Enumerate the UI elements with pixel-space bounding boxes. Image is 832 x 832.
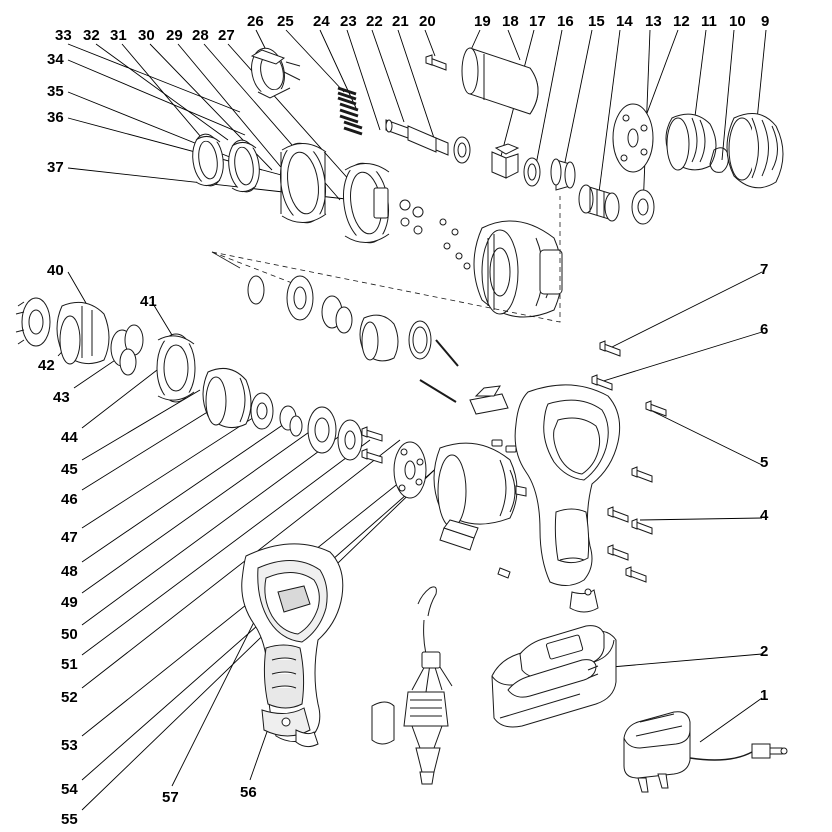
leader-line-34 bbox=[68, 60, 245, 135]
part-45-cylinder bbox=[203, 368, 251, 427]
callout-52: 52 bbox=[61, 689, 78, 706]
housing-left-shell bbox=[242, 544, 343, 747]
leader-line-7 bbox=[610, 272, 762, 348]
callout-25: 25 bbox=[277, 13, 294, 30]
leader-line-47 bbox=[82, 412, 262, 528]
leader-line-25 bbox=[286, 30, 344, 92]
callout-22: 22 bbox=[366, 13, 383, 30]
callout-54: 54 bbox=[61, 781, 78, 798]
leader-line-1 bbox=[700, 698, 762, 742]
leader-line-31 bbox=[122, 44, 212, 150]
top-row-parts bbox=[190, 45, 783, 322]
callout-33: 33 bbox=[55, 27, 72, 44]
callout-44: 44 bbox=[61, 429, 78, 446]
part-2-battery-pack bbox=[492, 626, 616, 727]
part-12-plate bbox=[613, 104, 653, 172]
callout-12: 12 bbox=[673, 13, 690, 30]
part-20-screw bbox=[426, 55, 446, 70]
leader-line-18 bbox=[508, 30, 520, 60]
part-40-gear bbox=[16, 298, 50, 346]
callout-6: 6 bbox=[760, 321, 769, 338]
callout-28: 28 bbox=[192, 27, 209, 44]
leader-line-22 bbox=[372, 30, 404, 122]
callout-41: 41 bbox=[140, 293, 157, 310]
part-21-washer bbox=[454, 137, 470, 163]
callout-43: 43 bbox=[53, 389, 70, 406]
callout-51: 51 bbox=[61, 656, 78, 673]
callout-50: 50 bbox=[61, 626, 78, 643]
callout-2: 2 bbox=[760, 643, 769, 660]
callout-18: 18 bbox=[502, 13, 519, 30]
leader-line-15 bbox=[563, 30, 592, 172]
screw-7 bbox=[600, 341, 620, 356]
small-fasteners-mid bbox=[400, 200, 470, 269]
callout-46: 46 bbox=[61, 491, 78, 508]
screw-4a bbox=[632, 519, 652, 534]
part-49-screws bbox=[362, 427, 382, 463]
callout-26: 26 bbox=[247, 13, 264, 30]
part-56-switch-assembly bbox=[372, 587, 452, 784]
leader-line-6 bbox=[600, 332, 762, 382]
callout-27: 27 bbox=[218, 27, 235, 44]
callout-29: 29 bbox=[166, 27, 183, 44]
callout-11: 11 bbox=[701, 13, 717, 30]
part-44-ring-gear bbox=[157, 334, 195, 402]
callout-55: 55 bbox=[61, 811, 78, 828]
part-17-bracket bbox=[492, 144, 518, 178]
leader-line-33 bbox=[68, 44, 240, 112]
callout-53: 53 bbox=[61, 737, 78, 754]
leader-line-16 bbox=[535, 30, 562, 170]
callout-47: 47 bbox=[61, 529, 78, 546]
callout-49: 49 bbox=[61, 594, 78, 611]
part-13-washer bbox=[632, 190, 654, 224]
part-9-front-ring bbox=[727, 114, 783, 188]
callout-9: 9 bbox=[761, 13, 770, 30]
callout-5: 5 bbox=[760, 454, 769, 471]
callout-30: 30 bbox=[138, 27, 155, 44]
leader-line-52 bbox=[82, 440, 400, 688]
part-15-sleeve bbox=[551, 159, 575, 190]
part-43-gears bbox=[111, 325, 143, 375]
callout-37: 37 bbox=[47, 159, 64, 176]
callout-23: 23 bbox=[340, 13, 357, 30]
screw-5a bbox=[632, 467, 652, 482]
part-14-gear bbox=[579, 185, 619, 221]
second-row-parts bbox=[16, 276, 526, 578]
callout-48: 48 bbox=[61, 563, 78, 580]
part-34-ring bbox=[190, 132, 227, 188]
callout-17: 17 bbox=[529, 13, 546, 30]
callout-34: 34 bbox=[47, 51, 64, 68]
part-42-housing bbox=[57, 302, 109, 364]
callout-32: 32 bbox=[83, 27, 100, 44]
leader-line-2 bbox=[600, 654, 762, 668]
leader-line-4 bbox=[640, 518, 762, 520]
callout-31: 31 bbox=[110, 27, 127, 44]
screw-4c bbox=[626, 567, 646, 582]
screw-6b bbox=[646, 401, 666, 416]
callout-20: 20 bbox=[419, 13, 436, 30]
part-16-ring bbox=[524, 158, 540, 186]
part-36-gear-housing bbox=[276, 140, 331, 225]
callout-42: 42 bbox=[38, 357, 55, 374]
part-48-washer bbox=[338, 420, 362, 460]
part-51-motor-body bbox=[434, 443, 526, 527]
part-27-impact-housing bbox=[474, 221, 562, 317]
callout-35: 35 bbox=[47, 83, 64, 100]
callout-45: 45 bbox=[61, 461, 78, 478]
part-35-ring bbox=[226, 138, 263, 194]
part-37-gear-housing bbox=[339, 160, 394, 245]
leader-line-32 bbox=[96, 44, 228, 140]
leader-line-14 bbox=[598, 30, 620, 200]
screw-4b bbox=[608, 545, 628, 560]
part-50-end-plate bbox=[394, 442, 426, 498]
callout-36: 36 bbox=[47, 109, 64, 126]
callout-15: 15 bbox=[588, 13, 605, 30]
part-1-charger bbox=[624, 712, 787, 792]
callout-21: 21 bbox=[392, 13, 409, 30]
part-22-spindle bbox=[386, 120, 448, 155]
part-47-washer bbox=[308, 407, 336, 453]
callout-24: 24 bbox=[313, 13, 330, 30]
callout-4: 4 bbox=[760, 507, 769, 524]
screw-5b bbox=[608, 507, 628, 522]
screw-6a bbox=[592, 375, 612, 390]
leader-line-20 bbox=[425, 30, 435, 56]
callout-56: 56 bbox=[240, 784, 257, 801]
leader-line-5 bbox=[650, 410, 762, 465]
part-11-collar bbox=[666, 114, 716, 170]
callout-10: 10 bbox=[729, 13, 746, 30]
callout-57: 57 bbox=[162, 789, 179, 806]
callout-1: 1 bbox=[760, 687, 769, 704]
part-26-collar bbox=[247, 45, 300, 99]
callout-14: 14 bbox=[616, 13, 633, 30]
callout-19: 19 bbox=[474, 13, 491, 30]
callout-16: 16 bbox=[557, 13, 574, 30]
housing-right-shell bbox=[515, 385, 620, 612]
callout-40: 40 bbox=[47, 262, 64, 279]
callout-7: 7 bbox=[760, 261, 769, 278]
callout-13: 13 bbox=[645, 13, 662, 30]
